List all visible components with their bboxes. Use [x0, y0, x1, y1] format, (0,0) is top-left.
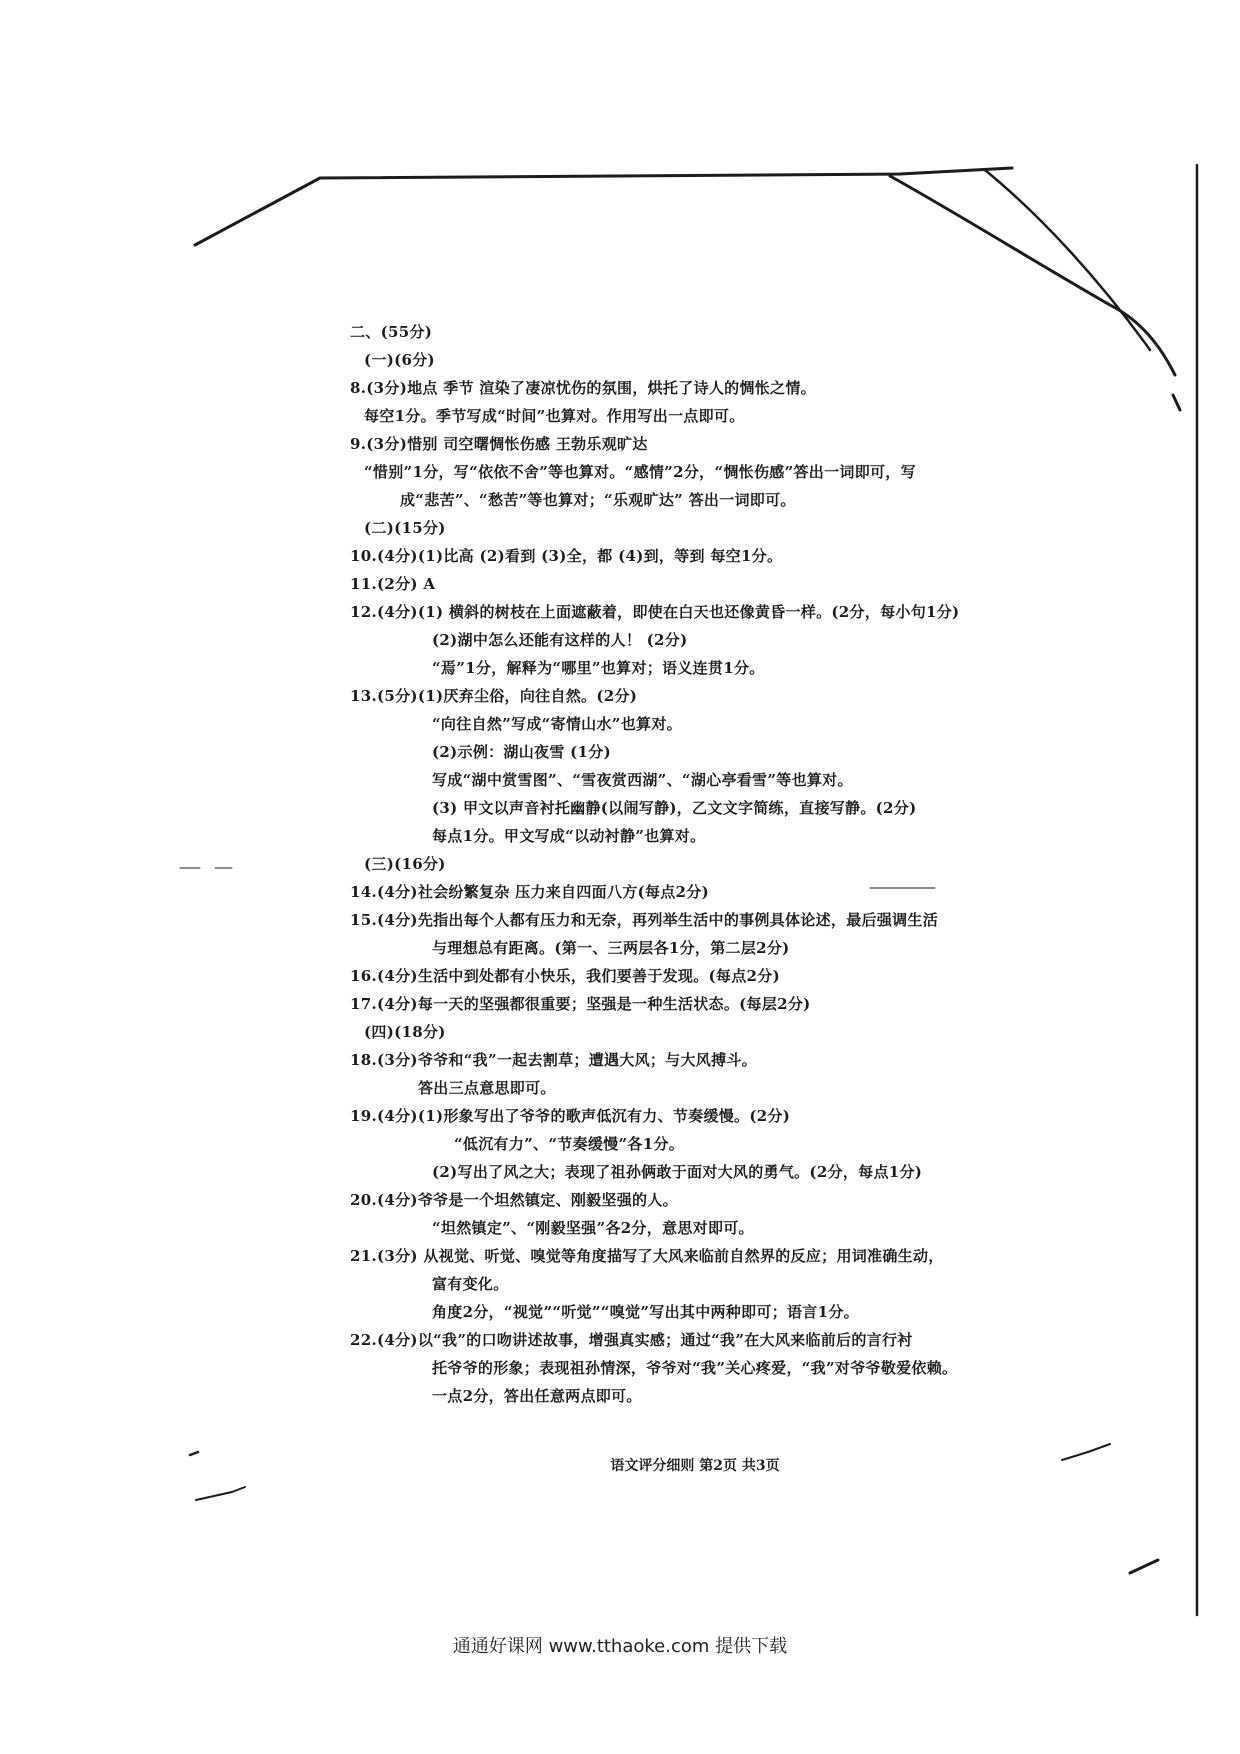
answer-line: 每空1分。季节写成“时间”也算对。作用写出一点即可。	[364, 407, 745, 425]
section-heading: (一)(6分)	[364, 351, 435, 369]
page-footer: 语文评分细则 第2页 共3页	[610, 1458, 780, 1474]
answer-line: 成“悲苦”、“愁苦”等也算对；“乐观旷达” 答出一词即可。	[400, 491, 796, 509]
answer-line: 17.(4分)每一天的坚强都很重要；坚强是一种生活状态。(每层2分)	[350, 995, 811, 1013]
section-heading: 二、(55分)	[350, 323, 433, 341]
answer-line: 富有变化。	[432, 1275, 509, 1293]
answer-line: “惜别”1分，写“依依不舍”等也算对。“感情”2分，“惆怅伤感”答出一词即可，写	[364, 463, 916, 481]
edge-smudge-left-1	[190, 1452, 198, 1455]
answer-line: 答出三点意思即可。	[418, 1079, 556, 1097]
answer-line: “坦然镇定”、“刚毅坚强”各2分，意思对即可。	[432, 1219, 754, 1237]
answer-line: 18.(3分)爷爷和“我”一起去割草；遭遇大风；与大风搏斗。	[350, 1051, 757, 1069]
edge-smudge-right-1	[1062, 1444, 1110, 1460]
edge-smudge-right-2	[1130, 1560, 1158, 1573]
answer-line: 9.(3分)惜别 司空曙惆怅伤感 王勃乐观旷达	[350, 435, 648, 453]
answer-line: 20.(4分)爷爷是一个坦然镇定、刚毅坚强的人。	[350, 1191, 678, 1209]
answer-line: 14.(4分)社会纷繁复杂 压力来自四面八方(每点2分)	[350, 883, 709, 901]
answer-line: 角度2分，“视觉”“听觉”“嗅觉”写出其中两种即可；语言1分。	[432, 1303, 859, 1321]
answer-line: 与理想总有距离。(第一、三两层各1分，第二层2分)	[432, 939, 790, 957]
download-notice: 通通好课网 www.tthaoke.com 提供下载	[452, 1636, 788, 1657]
answer-line: (2)示例：湖山夜雪 (1分)	[432, 743, 611, 761]
paper-edge-top	[195, 168, 1012, 245]
answer-line: 21.(3分) 从视觉、听觉、嗅觉等角度描写了大风来临前自然界的反应；用词准确生动，	[350, 1247, 944, 1265]
answer-line: “焉”1分，解释为“哪里”也算对；语义连贯1分。	[432, 659, 765, 677]
answer-line: (3) 甲文以声音衬托幽静(以闹写静)，乙文文字简练，直接写静。(2分)	[432, 799, 917, 817]
answer-line: 13.(5分)(1)厌弃尘俗，向往自然。(2分)	[350, 687, 638, 705]
answer-line: 12.(4分)(1) 横斜的树枝在上面遮蔽着，即使在白天也还像黄昏一样。(2分，每小句1分)	[350, 603, 960, 621]
answer-line: 10.(4分)(1)比高 (2)看到 (3)全，都 (4)到，等到 每空1分。	[350, 547, 783, 565]
answer-line: 15.(4分)先指出每个人都有压力和无奈，再列举生活中的事例具体论述，最后强调生活	[350, 911, 939, 929]
answer-line: (2)湖中怎么还能有这样的人！ (2分)	[432, 631, 688, 649]
answer-line: 11.(2分) A	[350, 575, 436, 593]
answer-line: 22.(4分)以“我”的口吻讲述故事，增强真实感；通过“我”在大风来临前后的言行衬	[350, 1331, 913, 1349]
answer-line: 一点2分，答出任意两点即可。	[432, 1387, 642, 1405]
section-heading: (四)(18分)	[364, 1023, 446, 1041]
edge-smudge-left-2	[196, 1487, 245, 1500]
section-heading: (二)(15分)	[364, 519, 446, 537]
answer-key-body	[350, 318, 1040, 1410]
answer-line: 托爷爷的形象；表现祖孙情深，爷爷对“我”关心疼爱，“我”对爷爷敬爱依赖。	[432, 1359, 958, 1377]
answer-line: 每点1分。甲文写成“以动衬静”也算对。	[432, 827, 706, 845]
answer-line: “低沉有力”、“节奏缓慢”各1分。	[454, 1135, 685, 1153]
section-heading: (三)(16分)	[364, 855, 446, 873]
answer-line: 19.(4分)(1)形象写出了爷爷的歌声低沉有力、节奏缓慢。(2分)	[350, 1107, 791, 1125]
answer-line: 8.(3分)地点 季节 渲染了凄凉忧伤的氛围，烘托了诗人的惆怅之情。	[350, 379, 816, 397]
edge-smudge-right	[1173, 395, 1180, 410]
answer-line: (2)写出了风之大；表现了祖孙俩敢于面对大风的勇气。(2分，每点1分)	[432, 1163, 923, 1181]
answer-line: 写成“湖中赏雪图”、“雪夜赏西湖”、“湖心亭看雪”等也算对。	[432, 771, 853, 789]
answer-line: 16.(4分)生活中到处都有小快乐，我们要善于发现。(每点2分)	[350, 967, 780, 985]
answer-line: “向往自然”写成“寄情山水”也算对。	[432, 715, 682, 733]
